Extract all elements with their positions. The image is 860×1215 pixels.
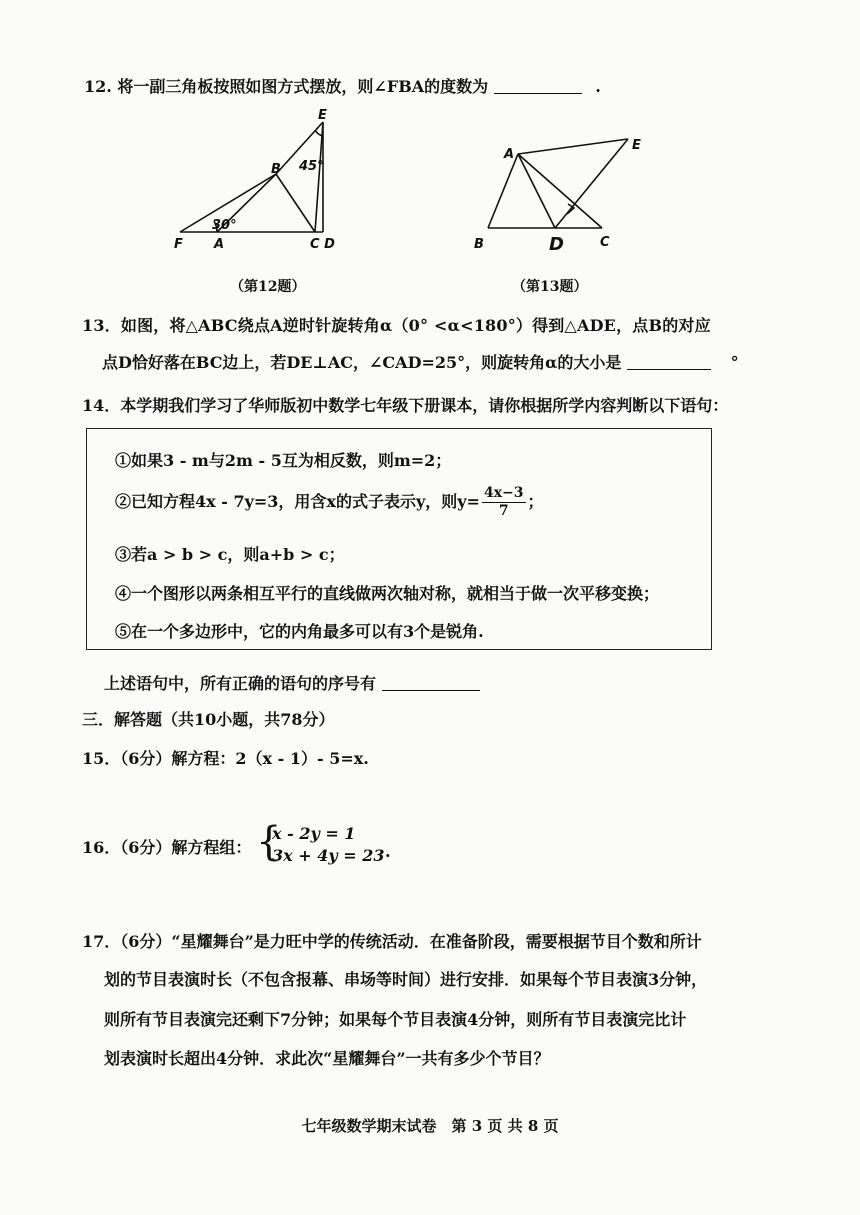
q12-label-f: F — [174, 237, 183, 252]
q14-fraction-numerator: 4x−3 — [483, 485, 524, 501]
figure-q12 — [165, 105, 355, 255]
q14-statement-2 — [115, 485, 544, 520]
q16-eq2: 3x + 4y = 23 — [272, 846, 385, 865]
q16-eq1: x - 2y = 1 — [272, 824, 356, 843]
q12-label-e: E — [318, 108, 327, 123]
q12-line-ec — [315, 122, 323, 232]
q17-line4: 划表演时长超出4分钟．求此次“星耀舞台”一共有多少个节目？ — [104, 1049, 550, 1068]
q13-label-b: B — [474, 237, 484, 252]
q12-label-a: A — [214, 237, 225, 252]
figure-q13 — [470, 130, 660, 260]
q12-text: 将一副三角板按照如图方式摆放，则∠FBA的度数为 — [117, 77, 489, 96]
q13-answer-blank[interactable] — [627, 369, 711, 370]
q13-line-ae — [518, 139, 628, 154]
q13-line2-text: 点D恰好落在BC边上，若DE⊥AC，∠CAD=25°，则旋转角α的大小是 — [102, 353, 622, 372]
section-3-heading: 三．解答题（共10小题，共78分） — [82, 710, 335, 729]
q14-statement-1: ①如果3 - m与2m - 5互为相反数，则m=2； — [115, 451, 452, 470]
q13-label-a: A — [504, 147, 515, 162]
q12-label-b: B — [271, 162, 281, 177]
q14-statement-2-text: ②已知方程4x - 7y=3，用含x的式子表示y，则y= — [115, 492, 480, 511]
q14-conclusion-text: 上述语句中，所有正确的语句的序号有 — [104, 674, 377, 693]
q14-statement-box — [86, 428, 712, 650]
q16-end: . — [385, 842, 391, 861]
q12-caption: （第12题） — [230, 279, 306, 295]
q12-line-bc — [276, 174, 315, 232]
q13-label-e: E — [632, 138, 641, 153]
page-footer: 七年级数学期末试卷 第 3 页 共 8 页 — [301, 1117, 559, 1135]
q12-end: . — [595, 77, 601, 96]
q12-answer-blank[interactable] — [494, 93, 582, 94]
q13-line2-end: ° — [730, 353, 739, 372]
q12-number: 12. — [84, 77, 112, 96]
q14-conclusion — [104, 674, 480, 694]
q14-line: 14．本学期我们学习了华师版初中数学七年级下册课本，请你根据所学内容判断以下语句： — [82, 396, 729, 415]
q12-label-45: 45° — [299, 159, 324, 174]
q13-line-ab — [488, 154, 518, 228]
q12-label-cd: C D — [310, 237, 335, 252]
q14-statement-4: ④一个图形以两条相互平行的直线做两次轴对称，就相当于做一次平移变换； — [115, 584, 660, 603]
q12-line — [84, 77, 601, 97]
q13-line-ad — [518, 154, 555, 228]
q13-line-ac — [518, 154, 602, 228]
q13-label-d: D — [549, 234, 564, 255]
q13-caption: （第13题） — [512, 279, 588, 295]
q17-line3: 则所有节目表演完还剩下7分钟；如果每个节目表演4分钟，则所有节目表演完比计 — [104, 1010, 687, 1029]
q16-brace: { — [256, 819, 282, 865]
q17-line2: 划的节目表演时长（不包含报幕、串场等时间）进行安排．如果每个节目表演3分钟， — [104, 970, 708, 989]
q14-fraction — [482, 485, 526, 520]
q15-line: 15．（6分）解方程：2（x - 1）- 5=x. — [82, 749, 369, 768]
q14-statement-3: ③若a > b > c，则a+b > c； — [115, 545, 345, 564]
q16-line: 16．（6分）解方程组： — [82, 838, 252, 857]
q13-line2 — [102, 353, 739, 373]
q14-statement-2-end: ； — [527, 492, 544, 511]
q13-line-de — [555, 139, 628, 228]
q12-label-30: 30° — [212, 218, 237, 233]
q17-line1: 17．（6分）“星耀舞台”是力旺中学的传统活动．在准备阶段，需要根据节目个数和所计 — [82, 932, 702, 951]
q14-statement-5: ⑤在一个多边形中，它的内角最多可以有3个是锐角. — [115, 622, 484, 641]
q14-answer-blank[interactable] — [382, 690, 480, 691]
q13-label-c: C — [600, 235, 610, 250]
q14-fraction-denominator: 7 — [498, 503, 509, 519]
q13-line1: 13．如图，将△ABC绕点A逆时针旋转角α（0° <α<180°）得到△ADE，点B的对应 — [82, 316, 711, 335]
